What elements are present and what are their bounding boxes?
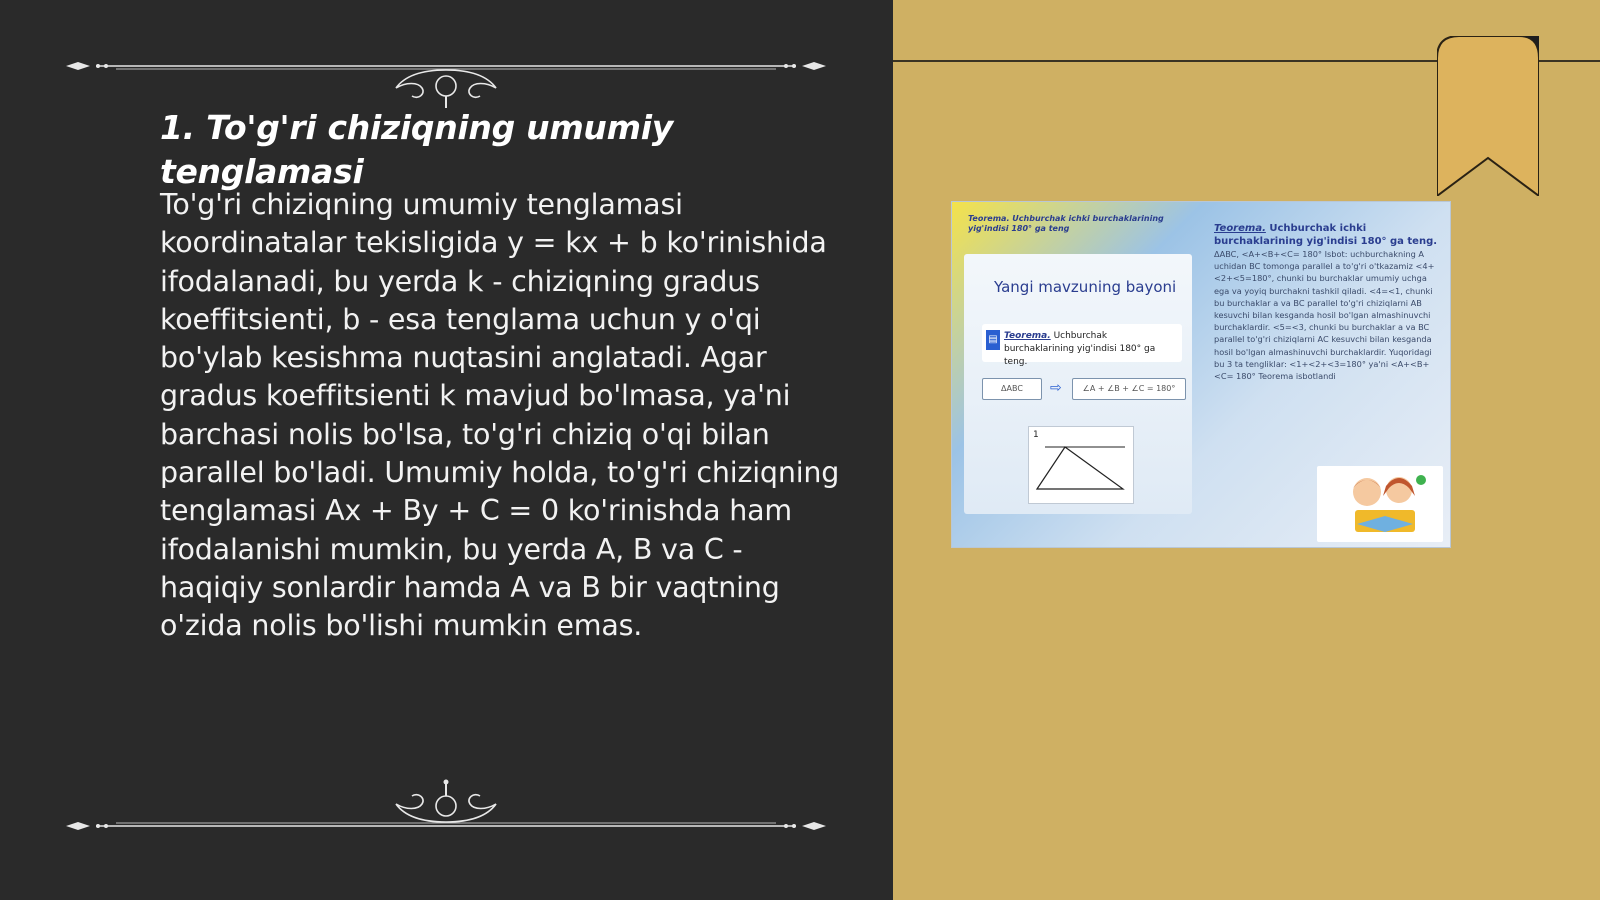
formula-given-box: ΔABC xyxy=(982,378,1042,400)
theorem-statement: Uchburchak burchaklarining yig'indisi 180° ga teng. xyxy=(1004,331,1156,367)
ornament-divider-bottom-icon xyxy=(66,770,826,830)
kids-illustration-icon xyxy=(1317,466,1443,542)
thumbnail-formula-row xyxy=(982,378,1186,402)
slide-title: 1. To'g'ri chiziqning umumiy tenglamasi xyxy=(160,108,673,191)
figure-number: 1 xyxy=(1033,430,1039,440)
thumbnail-subtitle: Yangi mavzuning bayoni xyxy=(994,278,1177,296)
thumbnail-left-card xyxy=(964,254,1192,514)
ornament-divider-top-icon xyxy=(66,48,826,108)
right-title-rest: Uchburchak ichki burchaklarining yig'indisi 180° ga teng. xyxy=(1214,223,1438,247)
bookmark-ribbon-icon xyxy=(1437,36,1539,196)
arrow-right-icon: ⇨ xyxy=(1050,380,1062,396)
slide-thumbnail-image xyxy=(951,201,1451,548)
theorem-book-icon: ▤ xyxy=(986,330,1000,350)
thumbnail-theorem-text xyxy=(1004,330,1179,369)
thumbnail-right-title xyxy=(1214,222,1440,248)
thumbnail-theorem-box xyxy=(982,324,1182,367)
triangle-figure xyxy=(1028,426,1134,504)
theorem-word: Teorema. xyxy=(1004,331,1051,341)
formula-result-box: ∠A + ∠B + ∠C = 180° xyxy=(1072,378,1186,400)
thumbnail-header: Teorema. Uchburchak ichki burchaklarining yig'indisi 180° ga teng xyxy=(968,214,1164,233)
triangle-diagram-icon xyxy=(1029,427,1133,503)
thumbnail-proof-body: ΔABC, <A+<B+<C= 180° Isbot: uchburchakning A uchidan BC tomonga parallel a to'g'ri o'tkazamiz <4+<2+<5=180°, chunki bu burchaklar umumiy uchga ega va yoyiq burchakni tashkil qiladi. <4=<1, chunki bu burchaklar a va BC parallel to'g'ri chiziqlarni AB kesuvchi bilan kesganda hosil bo'lgan almashinuvchi burchaklardir. <5=<3, chunki bu burchaklar a va BC parallel to'g'ri chiziqlarni AC kesuvchi bilan kesganda hosil bo'lgan almashinuvchi burchaklardir. Yuqoridagi bu 3 ta tengliklar: <1+<2+<3=180° ya'ni <A+<B+<C= 180° Teorema isbotlandi xyxy=(1214,249,1435,382)
right-title-word: Teorema. xyxy=(1214,223,1266,234)
slide-body-text: To'g'ri chiziqning umumiy tenglamasi koordinatalar tekisligida y = kx + b ko'rinishida ifodalanadi, bu yerda k - chiziqning gradus koeffitsienti, b - esa tenglama uchun y o'qi bo'ylab kesishma nuqtasini anglatadi. Agar gradus koeffitsienti k mavjud bo'lmasa, ya'ni barchasi nolis bo'lsa, to'g'ri chiziq o'qi bilan parallel bo'ladi. Umumiy holda, to'g'ri chiziqning tenglamasi Ax + By + C = 0 ko'rinishda ham ifodalanishi mumkin, bu yerda A, B va C - haqiqiy sonlardir hamda A va B bir vaqtning o'zida nolis bo'lishi mumkin emas. xyxy=(160,188,840,643)
thumbnail-proof-text xyxy=(1214,222,1440,382)
